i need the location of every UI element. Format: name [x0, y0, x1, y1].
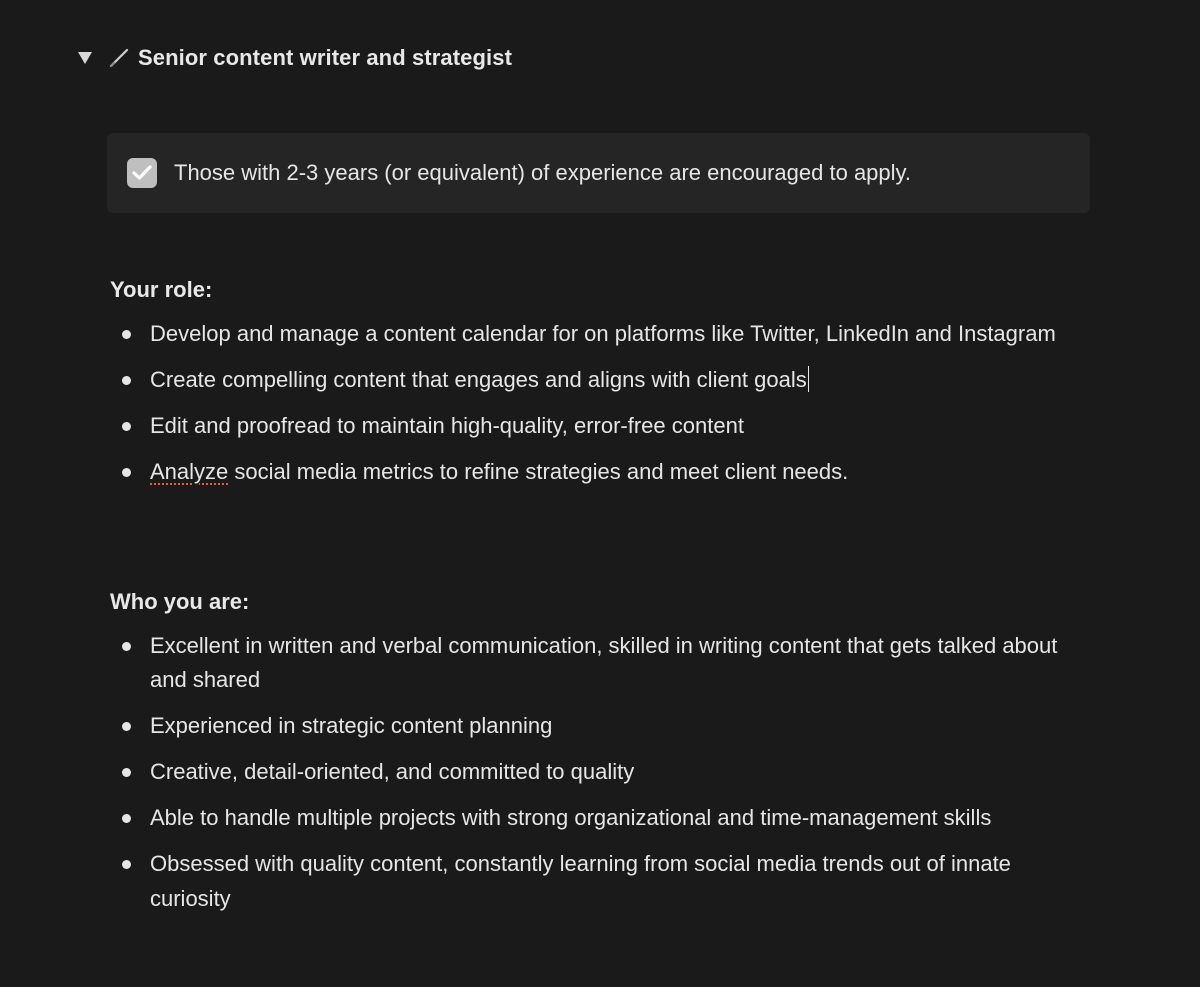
- list-item[interactable]: [110, 755, 1090, 790]
- list-item[interactable]: [110, 709, 1090, 744]
- list-item[interactable]: [110, 629, 1090, 698]
- section-heading[interactable]: Your role:: [110, 277, 213, 302]
- list-item-text: Obsessed with quality content, constantly learning from social media trends out of innate curiosity: [150, 851, 1011, 911]
- triangle-down-icon[interactable]: [76, 49, 94, 67]
- list-item-text: social media metrics to refine strategies and meet client needs.: [228, 458, 849, 484]
- checkbox-checked-icon: [127, 158, 157, 188]
- list-item[interactable]: [110, 455, 1090, 490]
- list-item[interactable]: [110, 801, 1090, 836]
- list-item[interactable]: [110, 363, 1090, 398]
- your-role-section: [110, 275, 1090, 489]
- bulleted-list: [110, 629, 1090, 917]
- toggle-block-header[interactable]: [76, 40, 512, 76]
- text-cursor: [808, 366, 810, 392]
- list-item-text: Experienced in strategic content planning: [150, 713, 553, 738]
- who-you-are-section: [110, 587, 1090, 916]
- list-item-text: Edit and proofread to maintain high-quality, error-free content: [150, 412, 744, 438]
- list-item-text: Creative, detail-oriented, and committed to quality: [150, 759, 635, 784]
- list-item-text: Develop and manage a content calendar for on platforms like Twitter, LinkedIn and Instagram: [150, 320, 1056, 346]
- list-item-text: Create compelling content that engages and aligns with client goals: [150, 366, 807, 392]
- callout-text[interactable]: Those with 2-3 years (or equivalent) of experience are encouraged to apply.: [174, 160, 912, 185]
- misspelled-word[interactable]: Analyze: [150, 458, 229, 484]
- list-item[interactable]: [110, 317, 1090, 352]
- list-item-text: Able to handle multiple projects with strong organizational and time-management skills: [150, 805, 992, 830]
- section-heading[interactable]: Who you are:: [110, 589, 250, 614]
- bulleted-list: [110, 317, 1090, 490]
- toggle-title[interactable]: Senior content writer and strategist: [138, 45, 513, 70]
- pen-icon: [108, 47, 130, 69]
- list-item[interactable]: [110, 847, 1090, 916]
- callout-block: [107, 133, 1090, 213]
- list-item-text: Excellent in written and verbal communication, skilled in writing content that gets talked about and shared: [150, 632, 1058, 692]
- list-item[interactable]: [110, 409, 1090, 444]
